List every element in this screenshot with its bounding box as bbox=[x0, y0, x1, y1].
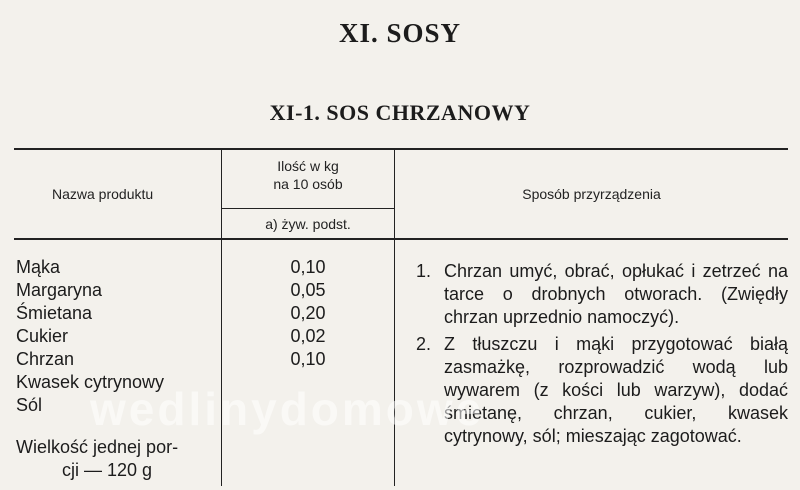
ingredient-name: Chrzan bbox=[16, 349, 75, 369]
portion-line1: Wielkość jednej por- bbox=[16, 437, 179, 457]
ingredient-name: Margaryna bbox=[16, 280, 103, 300]
ingredient-name: Cukier bbox=[16, 326, 69, 346]
ingredient-name: Kwasek cytrynowy bbox=[16, 372, 165, 392]
step-number: 2. bbox=[416, 334, 432, 354]
ingredient-names bbox=[16, 256, 216, 417]
table-header-bottom-rule bbox=[14, 238, 788, 240]
table-top-rule bbox=[14, 148, 788, 150]
portion-size bbox=[16, 436, 216, 482]
step-item bbox=[416, 260, 788, 329]
chapter-title: XI. SOSY bbox=[338, 18, 462, 48]
watermark-text: wedlinydomowe bbox=[90, 383, 485, 435]
header-amount-line1: Ilość w kg bbox=[277, 158, 339, 174]
ingredient-qty: 0,10 bbox=[290, 257, 326, 277]
header-method: Sposób przyrządzenia bbox=[522, 186, 661, 202]
amount-sub-rule bbox=[222, 208, 394, 209]
ingredient-qty: 0,10 bbox=[290, 349, 326, 369]
ingredient-qty: 0,02 bbox=[290, 326, 326, 346]
step-number: 1. bbox=[416, 261, 432, 281]
ingredient-name: Mąka bbox=[16, 257, 61, 277]
ingredient-quantities bbox=[222, 256, 394, 371]
header-amount-sub: a) żyw. podst. bbox=[265, 216, 351, 232]
header-amount-line2: na 10 osób bbox=[273, 176, 343, 192]
ingredient-qty: 0,20 bbox=[290, 303, 326, 323]
step-text: Chrzan umyć, obrać, opłukać i zetrzeć na tarce o drobnych otworach. (Zwiędły chrzan uprzednio namoczyć). bbox=[444, 261, 788, 327]
step-item bbox=[416, 333, 788, 448]
ingredient-name: Śmietana bbox=[16, 303, 93, 323]
recipe-title: XI-1. SOS CHRZANOWY bbox=[269, 100, 531, 125]
step-text: Z tłuszczu i mąki przygotować białą zasmażkę, rozprowadzić wodą lub wywarem (z kości lub warzyw), dodać śmietanę, chrzan, cukier, kwasek cytrynowy, sól; mieszając zagotować. bbox=[444, 334, 788, 446]
ingredient-qty: 0,05 bbox=[290, 280, 326, 300]
ingredient-name: Sól bbox=[16, 395, 43, 415]
header-product: Nazwa produktu bbox=[52, 186, 154, 202]
portion-line2: cji — 120 g bbox=[62, 460, 153, 480]
preparation-steps bbox=[416, 260, 788, 452]
